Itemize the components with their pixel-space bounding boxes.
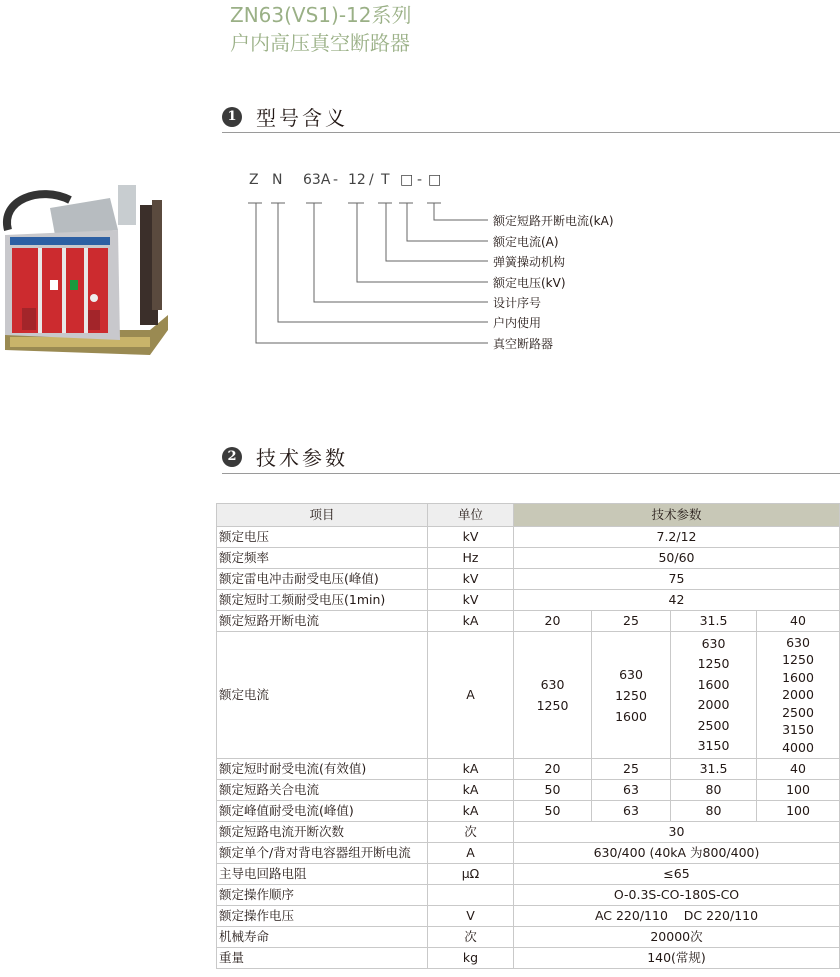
current-value: 1600 <box>615 708 647 724</box>
current-value: 1250 <box>782 652 814 668</box>
row-value: 80 <box>671 780 757 801</box>
row-unit <box>428 885 514 906</box>
row-name: 额定电流 <box>217 632 428 759</box>
row-value: 63 <box>592 780 671 801</box>
meaning-design-serial: 设计序号 <box>493 296 542 310</box>
code-part-dash: - <box>333 172 339 188</box>
code-part-box1: □ <box>400 172 414 188</box>
meaning-rated-voltage: 额定电压(kV) <box>493 276 566 290</box>
code-part-t: T <box>381 172 390 188</box>
table-row <box>217 864 840 885</box>
current-value: 630 <box>619 666 643 682</box>
row-unit: kV <box>428 527 514 548</box>
meaning-spring-mechanism: 弹簧操动机构 <box>493 255 566 269</box>
row-value: 40 <box>757 611 840 632</box>
row-unit: μΩ <box>428 864 514 885</box>
current-value: 1600 <box>697 676 730 692</box>
table-row <box>217 590 840 611</box>
row-name: 额定短路开断电流 <box>217 611 428 632</box>
row-unit: Hz <box>428 548 514 569</box>
code-part-dash2: - <box>417 172 423 188</box>
current-value: 2000 <box>782 687 814 703</box>
row-value: 50 <box>514 780 592 801</box>
table-row <box>217 843 840 864</box>
row-value: O-0.3S-CO-180S-CO <box>514 885 840 906</box>
row-value: 20000次 <box>514 927 840 948</box>
row-name: 重量 <box>217 948 428 969</box>
table-row <box>217 801 840 822</box>
row-value: 40 <box>757 759 840 780</box>
row-unit: kV <box>428 569 514 590</box>
code-part-12: 12 <box>348 172 366 188</box>
meaning-breaking-current: 额定短路开断电流(kA) <box>493 214 614 228</box>
code-part-63a: 63A <box>303 172 331 188</box>
table-row <box>217 948 840 969</box>
row-name: 额定短路电流开断次数 <box>217 822 428 843</box>
meaning-rated-current: 额定电流(A) <box>493 235 559 249</box>
row-unit: kA <box>428 759 514 780</box>
row-value: 63 <box>592 801 671 822</box>
row-unit: kA <box>428 801 514 822</box>
code-part-slash: / <box>369 172 374 188</box>
current-value: 2500 <box>782 704 814 720</box>
row-name: 额定操作顺序 <box>217 885 428 906</box>
current-value: 630 <box>701 635 726 651</box>
current-value: 2500 <box>697 717 730 733</box>
row-unit: 次 <box>428 927 514 948</box>
table-row <box>217 527 840 548</box>
table-row <box>217 611 840 632</box>
row-value <box>671 632 757 759</box>
row-value: 100 <box>757 780 840 801</box>
table-row <box>217 822 840 843</box>
current-value: 4000 <box>782 739 814 755</box>
section-title: 型号含义 <box>256 106 348 130</box>
table-row <box>217 759 840 780</box>
code-part-z: Z <box>249 172 259 188</box>
table-row <box>217 548 840 569</box>
row-unit: kV <box>428 590 514 611</box>
table-row <box>217 906 840 927</box>
header-unit: 单位 <box>428 504 514 527</box>
current-value: 630 <box>540 677 565 692</box>
row-value: 31.5 <box>671 611 757 632</box>
row-name: 额定电压 <box>217 527 428 548</box>
product-series-title: ZN63(VS1)-12系列 <box>230 3 412 27</box>
row-name: 额定短时工频耐受电压(1min) <box>217 590 428 611</box>
row-value: 7.2/12 <box>514 527 840 548</box>
row-value: 630/400 (40kA 为800/400) <box>514 843 840 864</box>
current-value: 1250 <box>615 687 647 703</box>
row-value: ≤65 <box>514 864 840 885</box>
product-name-title: 户内高压真空断路器 <box>230 31 410 55</box>
model-code-diagram <box>0 0 840 360</box>
header-item: 项目 <box>217 504 428 527</box>
row-value <box>757 632 840 759</box>
row-value: 140(常规) <box>514 948 840 969</box>
table-row <box>217 927 840 948</box>
row-name: 额定峰值耐受电流(峰值) <box>217 801 428 822</box>
row-name: 额定频率 <box>217 548 428 569</box>
row-value: 20 <box>514 611 592 632</box>
row-unit: A <box>428 632 514 759</box>
row-value: 25 <box>592 611 671 632</box>
row-value: 20 <box>514 759 592 780</box>
row-value: 75 <box>514 569 840 590</box>
table-row <box>217 885 840 906</box>
row-value <box>514 632 592 759</box>
current-value: 1600 <box>782 669 814 685</box>
row-value: 50/60 <box>514 548 840 569</box>
current-value: 630 <box>786 634 810 650</box>
meaning-vacuum-breaker: 真空断路器 <box>493 337 554 351</box>
table-header-row <box>217 504 840 527</box>
current-value: 3150 <box>782 722 814 738</box>
row-name: 机械寿命 <box>217 927 428 948</box>
row-unit: 次 <box>428 822 514 843</box>
section-divider <box>222 473 840 474</box>
code-part-n: N <box>272 172 283 188</box>
row-name: 额定雷电冲击耐受电压(峰值) <box>217 569 428 590</box>
table-row <box>217 569 840 590</box>
row-value: AC 220/110 DC 220/110 <box>514 906 840 927</box>
section-number-badge: 1 <box>222 107 242 127</box>
row-value: 100 <box>757 801 840 822</box>
row-unit: kA <box>428 780 514 801</box>
table-row <box>217 632 840 759</box>
section-tech-params-header <box>222 442 348 471</box>
row-unit: A <box>428 843 514 864</box>
row-value: 50 <box>514 801 592 822</box>
row-unit: kg <box>428 948 514 969</box>
row-unit: kA <box>428 611 514 632</box>
row-value: 30 <box>514 822 840 843</box>
row-name: 额定单个/背对背电容器组开断电流 <box>217 843 428 864</box>
row-value: 31.5 <box>671 759 757 780</box>
row-value: 42 <box>514 590 840 611</box>
row-name: 额定操作电压 <box>217 906 428 927</box>
section-title: 技术参数 <box>256 446 348 470</box>
current-value: 2000 <box>697 697 730 712</box>
tech-params-table <box>216 503 840 969</box>
current-value: 1250 <box>536 698 569 713</box>
row-value <box>592 632 671 759</box>
header-spec: 技术参数 <box>514 504 840 527</box>
table-row <box>217 780 840 801</box>
current-value: 1250 <box>697 656 730 671</box>
code-part-box2: □ <box>428 172 442 188</box>
row-name: 主导电回路电阻 <box>217 864 428 885</box>
section-number-badge: 2 <box>222 447 242 467</box>
row-unit: V <box>428 906 514 927</box>
row-name: 额定短时耐受电流(有效值) <box>217 759 428 780</box>
row-value: 25 <box>592 759 671 780</box>
meaning-indoor-use: 户内使用 <box>493 316 542 330</box>
current-value: 3150 <box>697 738 730 753</box>
row-name: 额定短路关合电流 <box>217 780 428 801</box>
row-value: 80 <box>671 801 757 822</box>
